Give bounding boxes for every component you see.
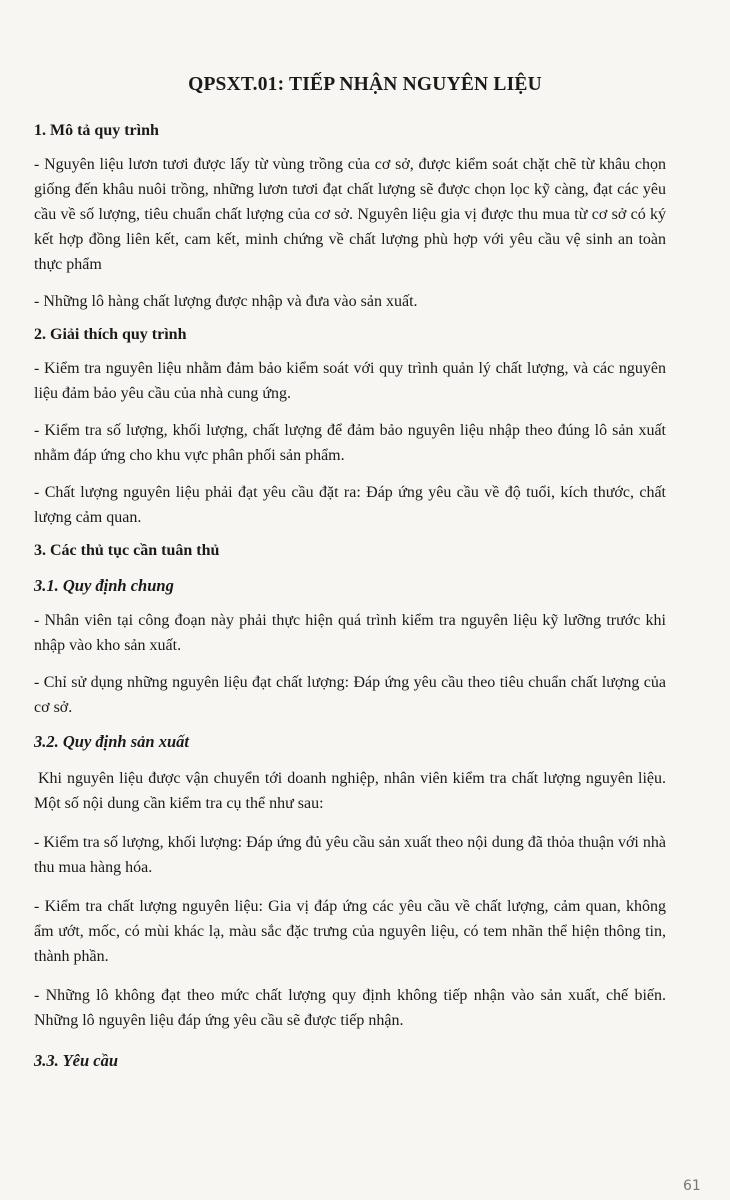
section-2-paragraph: - Kiểm tra nguyên liệu nhằm đảm bảo kiểm soát với quy trình quản lý chất lượng, và các nguyên liệu đảm bảo yêu cầu của nhà cung ứng. (34, 360, 666, 402)
section-2-paragraph: - Kiểm tra số lượng, khối lượng, chất lượng để đảm bảo nguyên liệu nhập theo đúng lô sản xuất nhằm đáp ứng cho khu vực phân phối sản phẩm. (34, 422, 666, 464)
page-corner-mark: 61 (683, 1178, 701, 1194)
section-3-heading: 3. Các thủ tục cần tuân thủ (34, 542, 220, 559)
section-1-heading: 1. Mô tả quy trình (34, 122, 159, 139)
section-3-2-paragraph: - Kiểm tra số lượng, khối lượng: Đáp ứng đủ yêu cầu sản xuất theo nội dung đã thỏa thuận với nhà thu mua hàng hóa. (34, 834, 666, 876)
section-1-paragraph: - Nguyên liệu lươn tươi được lấy từ vùng trồng của cơ sở, được kiểm soát chặt chẽ từ khâu chọn giống đến khâu nuôi trồng, những lươn tươi đạt chất lượng sẽ được chọn lọc kỹ càng, đạt các yêu cầu về số lượng, tiêu chuẩn chất lượng của cơ sở. Nguyên liệu gia vị được thu mua từ cơ sở có ký kết hợp đồng liên kết, cam kết, minh chứng về chất lượng phù hợp với yêu cầu vệ sinh an toàn thực phẩm (34, 156, 666, 273)
section-3-1-heading: 3.1. Quy định chung (34, 576, 174, 595)
section-3-2-paragraph: - Kiểm tra chất lượng nguyên liệu: Gia vị đáp ứng các yêu cầu về chất lượng, cảm quan, không ẩm ướt, mốc, có mùi khác lạ, màu sắc đặc trưng của nguyên liệu, có tem nhãn thể hiện thông tin, thành phần. (34, 898, 666, 965)
section-3-2-paragraph: - Những lô không đạt theo mức chất lượng quy định không tiếp nhận vào sản xuất, chế biến. Những lô nguyên liệu đáp ứng yêu cầu sẽ được tiếp nhận. (34, 987, 666, 1029)
section-3-2-heading: 3.2. Quy định sản xuất (34, 732, 189, 751)
section-2-heading: 2. Giải thích quy trình (34, 326, 187, 343)
section-3-1-paragraph: - Nhân viên tại công đoạn này phải thực hiện quá trình kiểm tra nguyên liệu kỹ lưỡng trước khi nhập vào kho sản xuất. (34, 612, 666, 654)
section-3-2-paragraph: Khi nguyên liệu được vận chuyển tới doanh nghiệp, nhân viên kiểm tra chất lượng nguyên liệu. Một số nội dung cần kiểm tra cụ thể như sau: (34, 770, 666, 812)
section-1-paragraph: - Những lô hàng chất lượng được nhập và đưa vào sản xuất. (34, 293, 418, 310)
section-3-3-heading: 3.3. Yêu cầu (34, 1051, 119, 1070)
section-3-1-paragraph: - Chỉ sử dụng những nguyên liệu đạt chất lượng: Đáp ứng yêu cầu theo tiêu chuẩn chất lượng của cơ sở. (34, 674, 666, 716)
section-2-paragraph: - Chất lượng nguyên liệu phải đạt yêu cầu đặt ra: Đáp ứng yêu cầu về độ tuổi, kích thước, chất lượng cảm quan. (34, 484, 666, 526)
page-title: QPSXT.01: TIẾP NHẬN NGUYÊN LIỆU (188, 74, 542, 95)
document-body (34, 122, 666, 1071)
